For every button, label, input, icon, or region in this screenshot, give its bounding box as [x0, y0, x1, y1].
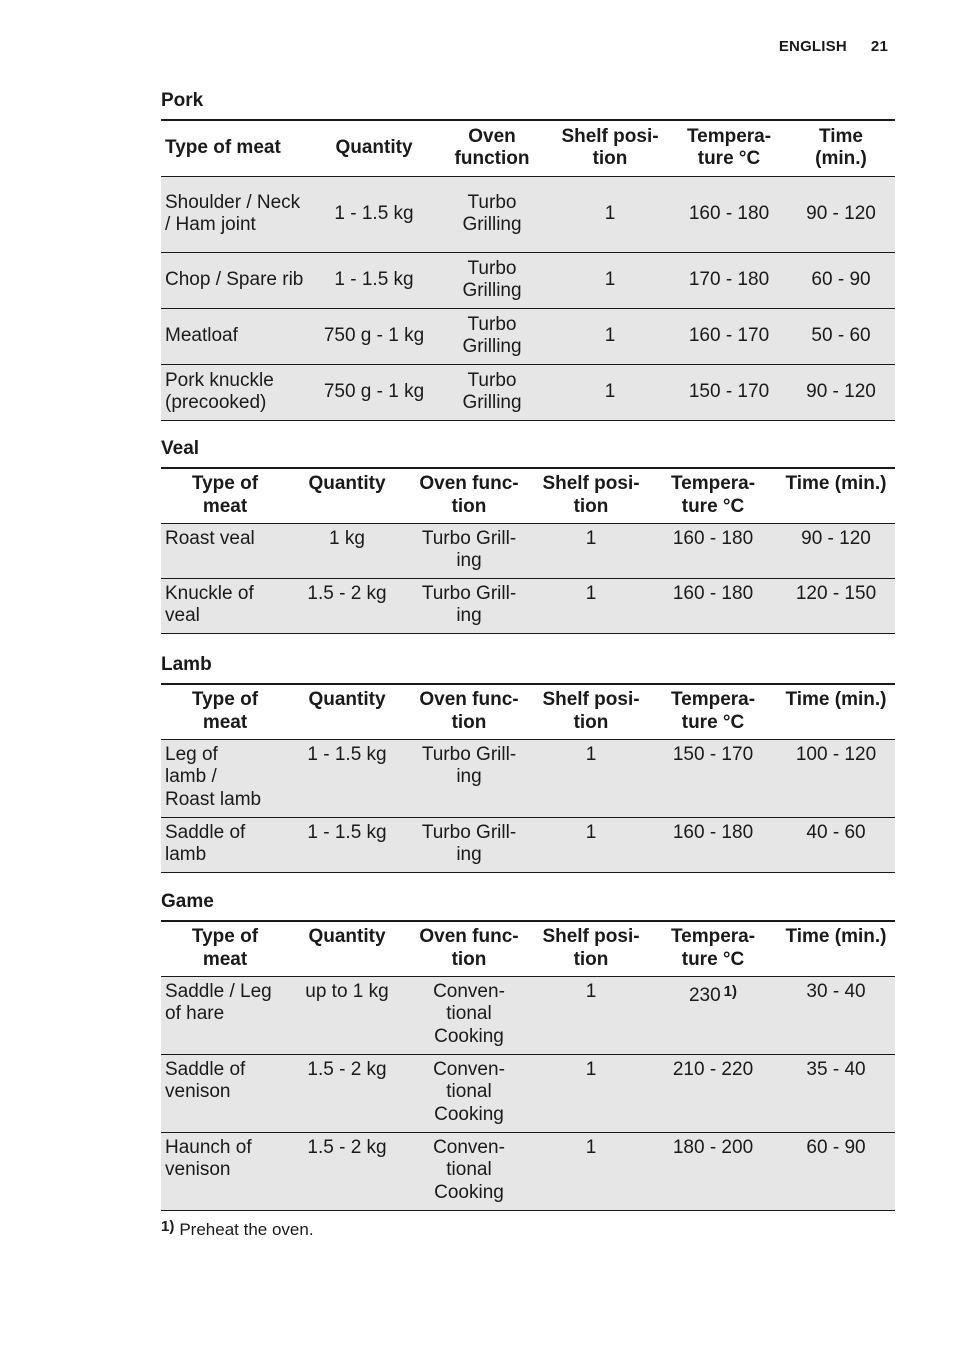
section-title: Veal — [161, 438, 200, 459]
column-header: Tempera- ture °C — [671, 120, 787, 176]
table-row — [161, 523, 895, 578]
quantity-cell: 1 - 1.5 kg — [313, 176, 435, 252]
table-header-row — [161, 921, 895, 976]
table-row — [161, 364, 895, 420]
time-cell: 30 - 40 — [777, 976, 895, 1054]
oven-function-cell: Turbo Grilling — [435, 176, 549, 252]
language-label: ENGLISH — [778, 38, 847, 55]
shelf-cell: 1 — [533, 578, 649, 633]
quantity-cell: 1 - 1.5 kg — [289, 739, 405, 817]
oven-function-cell: Turbo Grill- ing — [405, 817, 533, 872]
column-header: Oven func- tion — [405, 921, 533, 976]
meat-type-cell: Leg of lamb / Roast lamb — [161, 739, 289, 817]
meat-type-cell: Haunch of venison — [161, 1132, 289, 1210]
temperature-cell: 210 - 220 — [649, 1054, 777, 1132]
shelf-cell: 1 — [549, 176, 671, 252]
oven-function-cell: Turbo Grill- ing — [405, 739, 533, 817]
meat-type-cell: Saddle / Leg of hare — [161, 976, 289, 1054]
game-table — [161, 920, 895, 1211]
shelf-cell: 1 — [533, 976, 649, 1054]
table-row — [161, 1132, 895, 1210]
temperature-cell: 160 - 180 — [649, 817, 777, 872]
column-header: Oven function — [435, 120, 549, 176]
quantity-cell: 750 g - 1 kg — [313, 308, 435, 364]
section-veal — [161, 438, 895, 634]
table-row — [161, 817, 895, 872]
time-cell: 90 - 120 — [787, 176, 895, 252]
quantity-cell: 750 g - 1 kg — [313, 364, 435, 420]
temperature-cell: 160 - 170 — [671, 308, 787, 364]
quantity-cell: up to 1 kg — [289, 976, 405, 1054]
meat-type-cell: Shoulder / Neck / Ham joint — [161, 176, 313, 252]
meat-type-cell: Knuckle of veal — [161, 578, 289, 633]
shelf-cell: 1 — [533, 739, 649, 817]
section-title: Pork — [161, 90, 204, 111]
table-row — [161, 578, 895, 633]
column-header: Oven func- tion — [405, 684, 533, 739]
column-header: Tempera- ture °C — [649, 921, 777, 976]
column-header: Time (min.) — [777, 468, 895, 523]
time-cell: 50 - 60 — [787, 308, 895, 364]
temperature-cell: 150 - 170 — [649, 739, 777, 817]
time-cell: 40 - 60 — [777, 817, 895, 872]
table-row — [161, 308, 895, 364]
shelf-cell: 1 — [549, 308, 671, 364]
table-row — [161, 1054, 895, 1132]
shelf-cell: 1 — [549, 364, 671, 420]
veal-table — [161, 467, 895, 634]
time-cell: 60 - 90 — [787, 252, 895, 308]
table-row — [161, 976, 895, 1054]
temperature-cell: 160 - 180 — [649, 523, 777, 578]
column-header: Type of meat — [161, 921, 289, 976]
shelf-cell: 1 — [533, 817, 649, 872]
quantity-cell: 1 - 1.5 kg — [289, 817, 405, 872]
quantity-cell: 1.5 - 2 kg — [289, 578, 405, 633]
meat-type-cell: Roast veal — [161, 523, 289, 578]
shelf-cell: 1 — [549, 252, 671, 308]
column-header: Time (min.) — [787, 120, 895, 176]
temperature-cell: 180 - 200 — [649, 1132, 777, 1210]
section-pork — [161, 90, 895, 421]
table-row — [161, 252, 895, 308]
shelf-cell: 1 — [533, 1132, 649, 1210]
page-number: 21 — [870, 38, 888, 55]
footnote-text: Preheat the oven. — [179, 1220, 314, 1239]
temperature-cell — [649, 976, 777, 1054]
column-header: Oven func- tion — [405, 468, 533, 523]
table-header-row — [161, 684, 895, 739]
column-header: Tempera- ture °C — [649, 684, 777, 739]
temperature-cell: 150 - 170 — [671, 364, 787, 420]
meat-type-cell: Pork knuckle (precooked) — [161, 364, 313, 420]
page-header — [779, 38, 888, 55]
column-header: Quantity — [289, 921, 405, 976]
meat-type-cell: Saddle of venison — [161, 1054, 289, 1132]
oven-function-cell: Turbo Grill- ing — [405, 523, 533, 578]
column-header: Quantity — [289, 468, 405, 523]
oven-function-cell: Turbo Grilling — [435, 308, 549, 364]
temperature-cell: 160 - 180 — [671, 176, 787, 252]
meat-type-cell: Meatloaf — [161, 308, 313, 364]
table-header-row — [161, 468, 895, 523]
quantity-cell: 1.5 - 2 kg — [289, 1054, 405, 1132]
column-header: Tempera- ture °C — [649, 468, 777, 523]
time-cell: 90 - 120 — [777, 523, 895, 578]
meat-type-cell: Chop / Spare rib — [161, 252, 313, 308]
time-cell: 35 - 40 — [777, 1054, 895, 1132]
temperature-cell: 160 - 180 — [649, 578, 777, 633]
footnote-mark: 1) — [161, 1218, 175, 1235]
column-header: Type of meat — [161, 120, 313, 176]
column-header: Shelf posi- tion — [533, 921, 649, 976]
column-header: Time (min.) — [777, 684, 895, 739]
quantity-cell: 1 kg — [289, 523, 405, 578]
time-cell: 120 - 150 — [777, 578, 895, 633]
column-header: Shelf posi- tion — [549, 120, 671, 176]
section-title: Game — [161, 891, 214, 912]
quantity-cell: 1 - 1.5 kg — [313, 252, 435, 308]
lamb-table — [161, 683, 895, 873]
oven-function-cell: Conven- tional Cooking — [405, 1132, 533, 1210]
time-cell: 100 - 120 — [777, 739, 895, 817]
column-header: Quantity — [313, 120, 435, 176]
column-header: Shelf posi- tion — [533, 468, 649, 523]
table-row — [161, 739, 895, 817]
column-header: Shelf posi- tion — [533, 684, 649, 739]
meat-type-cell: Saddle of lamb — [161, 817, 289, 872]
column-header: Time (min.) — [777, 921, 895, 976]
section-lamb — [161, 654, 895, 873]
time-cell: 60 - 90 — [777, 1132, 895, 1210]
time-cell: 90 - 120 — [787, 364, 895, 420]
oven-function-cell: Turbo Grill- ing — [405, 578, 533, 633]
oven-function-cell: Turbo Grilling — [435, 364, 549, 420]
section-title: Lamb — [161, 654, 212, 675]
shelf-cell: 1 — [533, 1054, 649, 1132]
pork-table — [161, 119, 895, 421]
table-row — [161, 176, 895, 252]
quantity-cell: 1.5 - 2 kg — [289, 1132, 405, 1210]
shelf-cell: 1 — [533, 523, 649, 578]
footnote — [161, 1218, 314, 1240]
oven-function-cell: Conven- tional Cooking — [405, 1054, 533, 1132]
footnote-reference: 1) — [723, 982, 738, 1000]
temperature-value: 230 — [688, 984, 721, 1006]
section-game — [161, 891, 895, 1211]
oven-function-cell: Conven- tional Cooking — [405, 976, 533, 1054]
table-header-row — [161, 120, 895, 176]
column-header: Quantity — [289, 684, 405, 739]
column-header: Type of meat — [161, 684, 289, 739]
temperature-cell: 170 - 180 — [671, 252, 787, 308]
column-header: Type of meat — [161, 468, 289, 523]
oven-function-cell: Turbo Grilling — [435, 252, 549, 308]
